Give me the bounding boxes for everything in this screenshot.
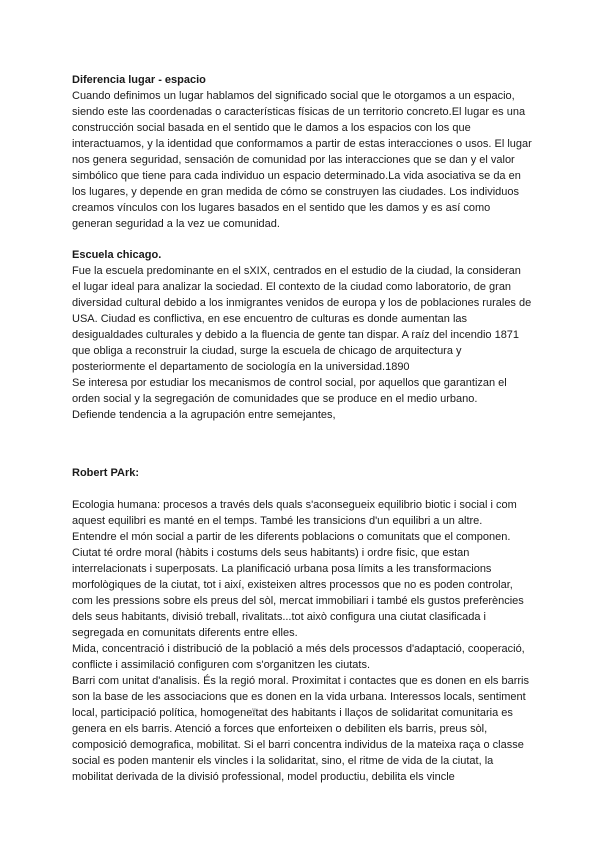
paragraph: Defiende tendencia a la agrupación entre semejantes,: [72, 409, 336, 421]
document-body: [72, 72, 532, 423]
section-heading: Escuela chicago.: [72, 249, 162, 261]
paragraph: Cuando definimos un lugar hablamos del significado social que le otorgamos a un espacio, siendo este las coordenadas o características físicas de un territorio concreto.El lugar es una construcción social basada en el sentido que le damos a los espacios con los que interactuamos, y la identidad que conformamos a partir de estas interacciones o usos. El lugar nos genera seguridad, sensación de comunidad por las interacciones que se dan y el valor simbólico que tiene para cada individuo un espacio determinado.La vida asociativa se da en los lugares, y depende en gran medida de cómo se construyen las ciudades. Los individuos creamos vínculos con los lugares basados en el sentido que les damos y es así como generan seguridad a la vez ue comunidad.: [72, 90, 532, 230]
paragraph: Se interesa por estudiar los mecanismos de control social, por aquellos que garantizan el orden social y la segregación de comunidades que se produce en el medio urbano.: [72, 377, 507, 405]
section-lugar-espacio: [72, 72, 532, 232]
paragraph: Fue la escuela predominante en el sXIX, centrados en el estudio de la ciudad, la consideran el lugar ideal para analizar la sociedad. El contexto de la ciudad como laboratorio, de gran diversidad cultural debido a los inmigrantes venidos de europa y los de poblaciones rurales de USA. Ciudad es conflictiva, en ese encuentro de culturas es donde aumentan las desigualdades culturales y debido a la fluencia de gente tan dispar. A raíz del incendio 1871 que obliga a reconstruir la ciudad, surge la escuela de chicago de arquitectura y posteriormente el departamento de sociología en la universidad.1890: [72, 265, 532, 373]
section-heading: Robert PArk:: [72, 467, 140, 479]
paragraph: Ecologia humana: procesos a través dels quals s'aconsegueix equilibrio biotic i social i com aquest equilibri es manté en el temps. També les transicions d'un equilibri a un altre.: [72, 499, 517, 527]
paragraph: Mida, concentració i distribució de la població a més dels processos d'adaptació, cooperació, conflicte i assimilació configuren com s'organitzen les ciutats.: [72, 643, 525, 671]
paragraph: Barri com unitat d'analisis. És la regió moral. Proximitat i contactes que es donen en els barris son la base de les associacions que es donen en la vida urbana. Interessos locals, sentiment local, participació política, homogeneïtat des habitants i llaços de solidaritat comunitaria es genera en els barris. Atenció a forces que enforteixen o debiliten els barris, preus sòl, composició demografica, mobilitat. Si el barri concentra individus de la mateixa raça o classe social es poden mantenir els vincles i la solidaritat, sino, el ritme de vida de la ciutat, la mobilitat derivada de la divisió professional, model productiu, debilita els vincle: [72, 675, 529, 783]
section-heading: Diferencia lugar - espacio: [72, 74, 206, 86]
section-robert-park: [72, 465, 532, 785]
paragraph: Ciutat té ordre moral (hàbits i costums dels seus habitants) i ordre fisic, que estan interrelacionats i superposats. La planificació urbana posa límits a les transformacions morfològiques de la ciutat, tot i així, existeixen altres processos que no es poden controlar, com les pressions sobre els preus del sòl, mercat immobiliari i també els gustos preferències dels seus habitants, divisió treball, rivalitats...tot això configura una ciutat clasificada i segregada en comunitats diferents entre elles.: [72, 547, 524, 639]
paragraph: Entendre el món social a partir de les diferents poblacions o comunitats que el componen.: [72, 531, 511, 543]
section-escuela-chicago: [72, 247, 532, 423]
spacer: [72, 481, 532, 497]
